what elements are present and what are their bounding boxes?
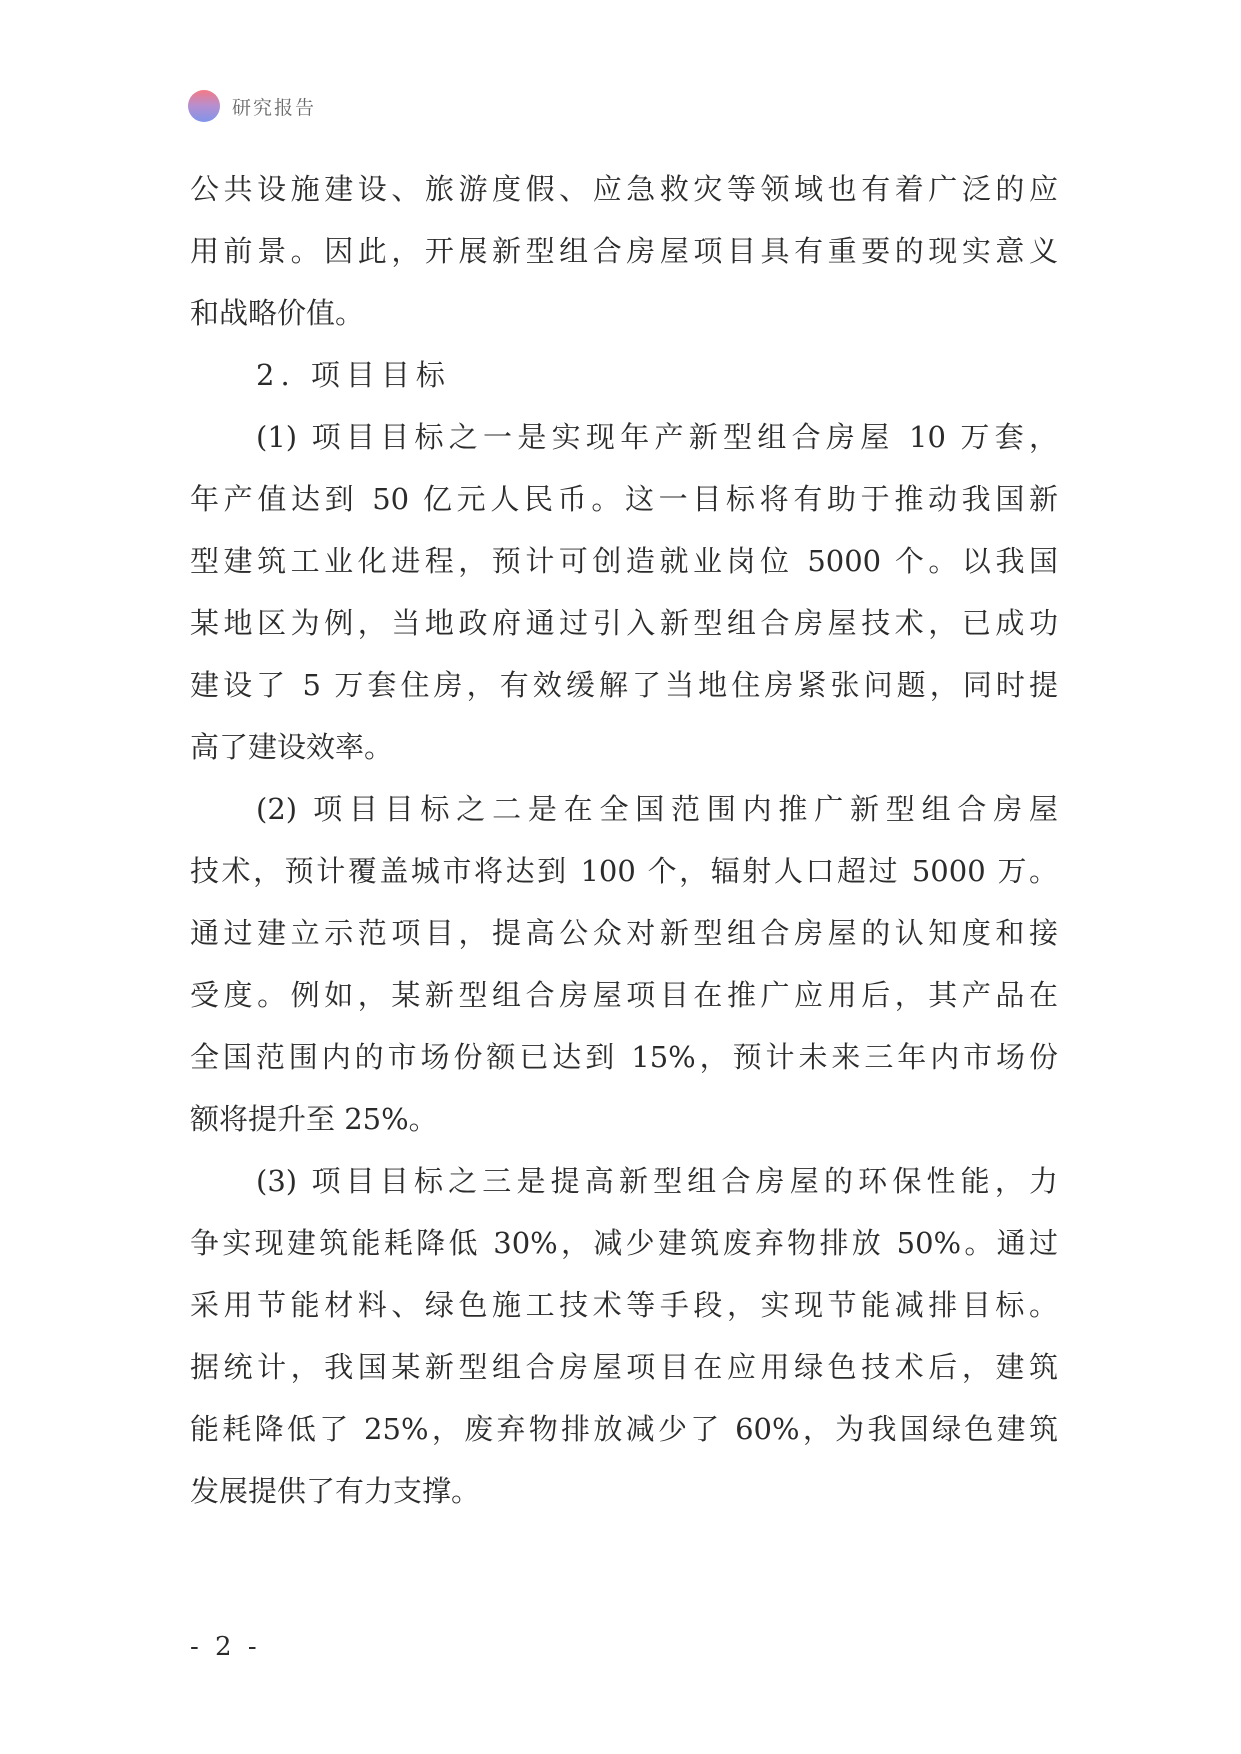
paragraph-3-line: 据统计，我国某新型组合房屋项目在应用绿色技术后，建筑 [190,1350,1058,1384]
paragraph-2-line: 全国范围内的市场份额已达到 15%，预计未来三年内市场份 [190,1040,1058,1074]
paragraph-1-line: 高了建设效率。 [190,730,394,764]
paragraph-1-line: (1) 项目目标之一是实现年产新型组合房屋 10 万套， [256,420,1058,454]
paragraph-2-line: 通过建立示范项目，提高公众对新型组合房屋的认知度和接 [190,916,1058,950]
paragraph-3-line: 争实现建筑能耗降低 30%，减少建筑废弃物排放 50%。通过 [190,1226,1058,1260]
paragraph-3-line: (3) 项目目标之三是提高新型组合房屋的环保性能，力 [256,1164,1058,1198]
intro-line: 公共设施建设、旅游度假、应急救灾等领域也有着广泛的应 [190,172,1058,206]
page-header [188,89,316,123]
paragraph-1-line: 年产值达到 50 亿元人民币。这一目标将有助于推动我国新 [190,482,1058,516]
paragraph-2-line: 技术，预计覆盖城市将达到 100 个，辐射人口超过 5000 万。 [190,854,1058,888]
paragraph-1-line: 某地区为例，当地政府通过引入新型组合房屋技术，已成功 [190,606,1058,640]
page-number: - 2 - [190,1632,261,1662]
header-title: 研究报告 [232,96,317,119]
paragraph-2-line: 额将提升至 25%。 [190,1102,438,1136]
paragraph-1-line: 型建筑工业化进程，预计可创造就业岗位 5000 个。以我国 [190,544,1058,578]
paragraph-3-line: 发展提供了有力支撑。 [190,1474,481,1508]
paragraph-2-line: (2) 项目目标之二是在全国范围内推广新型组合房屋 [256,792,1058,826]
document-body [190,158,1058,1522]
intro-line: 和战略价值。 [190,296,365,330]
intro-line: 用前景。因此，开展新型组合房屋项目具有重要的现实意义 [190,234,1058,268]
paragraph-3-line: 能耗降低了 25%，废弃物排放减少了 60%，为我国绿色建筑 [190,1412,1058,1446]
paragraph-3-line: 采用节能材料、绿色施工技术等手段，实现节能减排目标。 [190,1288,1058,1322]
paragraph-1-line: 建设了 5 万套住房，有效缓解了当地住房紧张问题，同时提 [190,668,1058,702]
section-heading: 2. 项目目标 [256,358,451,392]
paragraph-2-line: 受度。例如，某新型组合房屋项目在推广应用后，其产品在 [190,978,1058,1012]
logo-circle-icon [188,90,220,122]
